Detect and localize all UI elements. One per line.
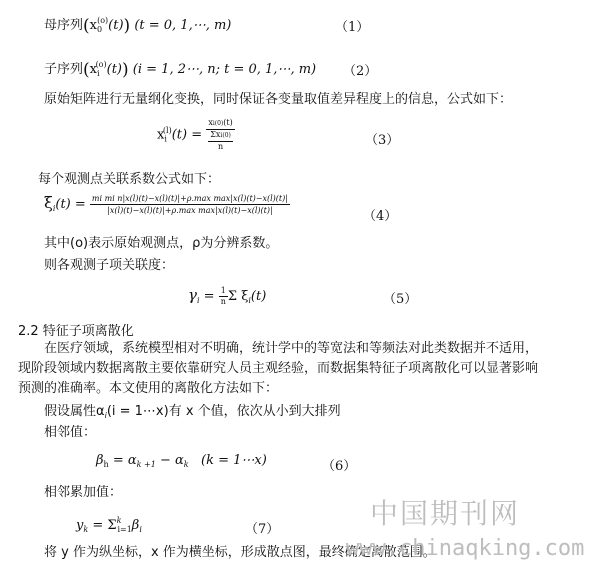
equation-6: $\beta_h = \alpha_{k +1} - \alpha_k$ (k = 1⋯x) [96, 453, 267, 469]
paragraph-adjacent: 相邻值： [44, 425, 97, 440]
eq7-number: （7） [245, 522, 280, 537]
paragraph-assume: 假设属性$\alpha_i(i$ = 1⋯x)有 x 个值，依次从小到大排列 [44, 404, 341, 420]
paragraph-rho: 其中(o)表示原始观测点，ρ为分辨系数。 [44, 236, 279, 251]
equation-7: $y_k = \Sigma^k_{i=1}\beta_i$ [76, 516, 142, 534]
eq2-number: （2） [343, 64, 378, 79]
eq4-number: （4） [363, 209, 398, 224]
equation-3: $x_i^{(l)}(t)$ = $\frac{xi(0)(t)}{\frac{\text{Σxi(0)}}{n}}$ [157, 118, 235, 152]
equation-2: 子序列$(x_i^{(o)}(t)) (i = 1$, 2⋯, n; t = 0, 1,⋯, m) [44, 60, 317, 80]
paragraph-scatter: 将 y 作为纵坐标，x 作为横坐标，形成散点图，最终确定离散范围。 [44, 545, 436, 560]
eq1-condition: (t = 0, 1,⋯, m) [134, 18, 232, 33]
eq3-number: （3） [365, 133, 400, 148]
eq2-label: 子序列 [44, 62, 84, 77]
eq1-label: 母序列 [44, 18, 84, 33]
eq4-denominator: |x(l)(t)−x(l)(t)|+ρ.max max|x(l)(t)−x(l)(t)| [107, 206, 273, 215]
paragraph-relevance: 则各观测子项关联度： [44, 258, 175, 273]
eq6-number: （6） [322, 459, 357, 474]
equation-5: $\gamma_i$ = $\frac{1}{n}$ Σ $\xi_i(t)$ [188, 286, 267, 306]
eq4-numerator: mi mi n|x(l)(t)−x(l)(t)|+ρ.max max|x(l)(t)−x(l)(t)| [91, 194, 288, 203]
paragraph-coefficient: 每个观测点关联系数公式如下： [38, 172, 221, 187]
eq5-number: （5） [383, 292, 418, 307]
section-heading: 2.2 特征子项离散化 [18, 324, 134, 339]
equation-1: 母序列$(x_0^{(o)}(t)) (t = 0$, 1,⋯, m) [44, 16, 232, 36]
eq2-condition: (i = 1, 2⋯, n; t = 0, 1,⋯, m) [132, 62, 317, 77]
paragraph-medical-2: 现阶段领域内数据离散主要依靠研究人员主观经验，而数据集特征子项离散化可以显著影响 [18, 361, 539, 376]
paragraph-normalization: 原始矩阵进行无量纲化变换，同时保证各变量取值差异程度上的信息，公式如下： [44, 92, 513, 107]
watermark-url: www.chinaqking.com [346, 536, 585, 561]
watermark-chinese: 中国期刊网 [370, 497, 521, 530]
paragraph-medical-1: 在医疗领域，系统模型相对不明确，统计学中的等宽法和等频法对此类数据并不适用， [44, 341, 539, 356]
eq1-number: （1） [335, 20, 370, 35]
paragraph-medical-3: 预测的准确率。本文使用的离散化方法如下： [18, 381, 279, 396]
equation-4: $\xi_i(t)$ = $\frac{\text{mi mi n|x(l)(t)−x(l)(t)|+ρ.max max|x(l)(t)−x(l)(t)|}}{\text{|x(l)(t)−x(l)(t)|+ρ.max max|x(l)(t)−x(l)(t)|}}$ [44, 193, 288, 215]
paragraph-cumulative: 相邻累加值： [44, 485, 123, 500]
